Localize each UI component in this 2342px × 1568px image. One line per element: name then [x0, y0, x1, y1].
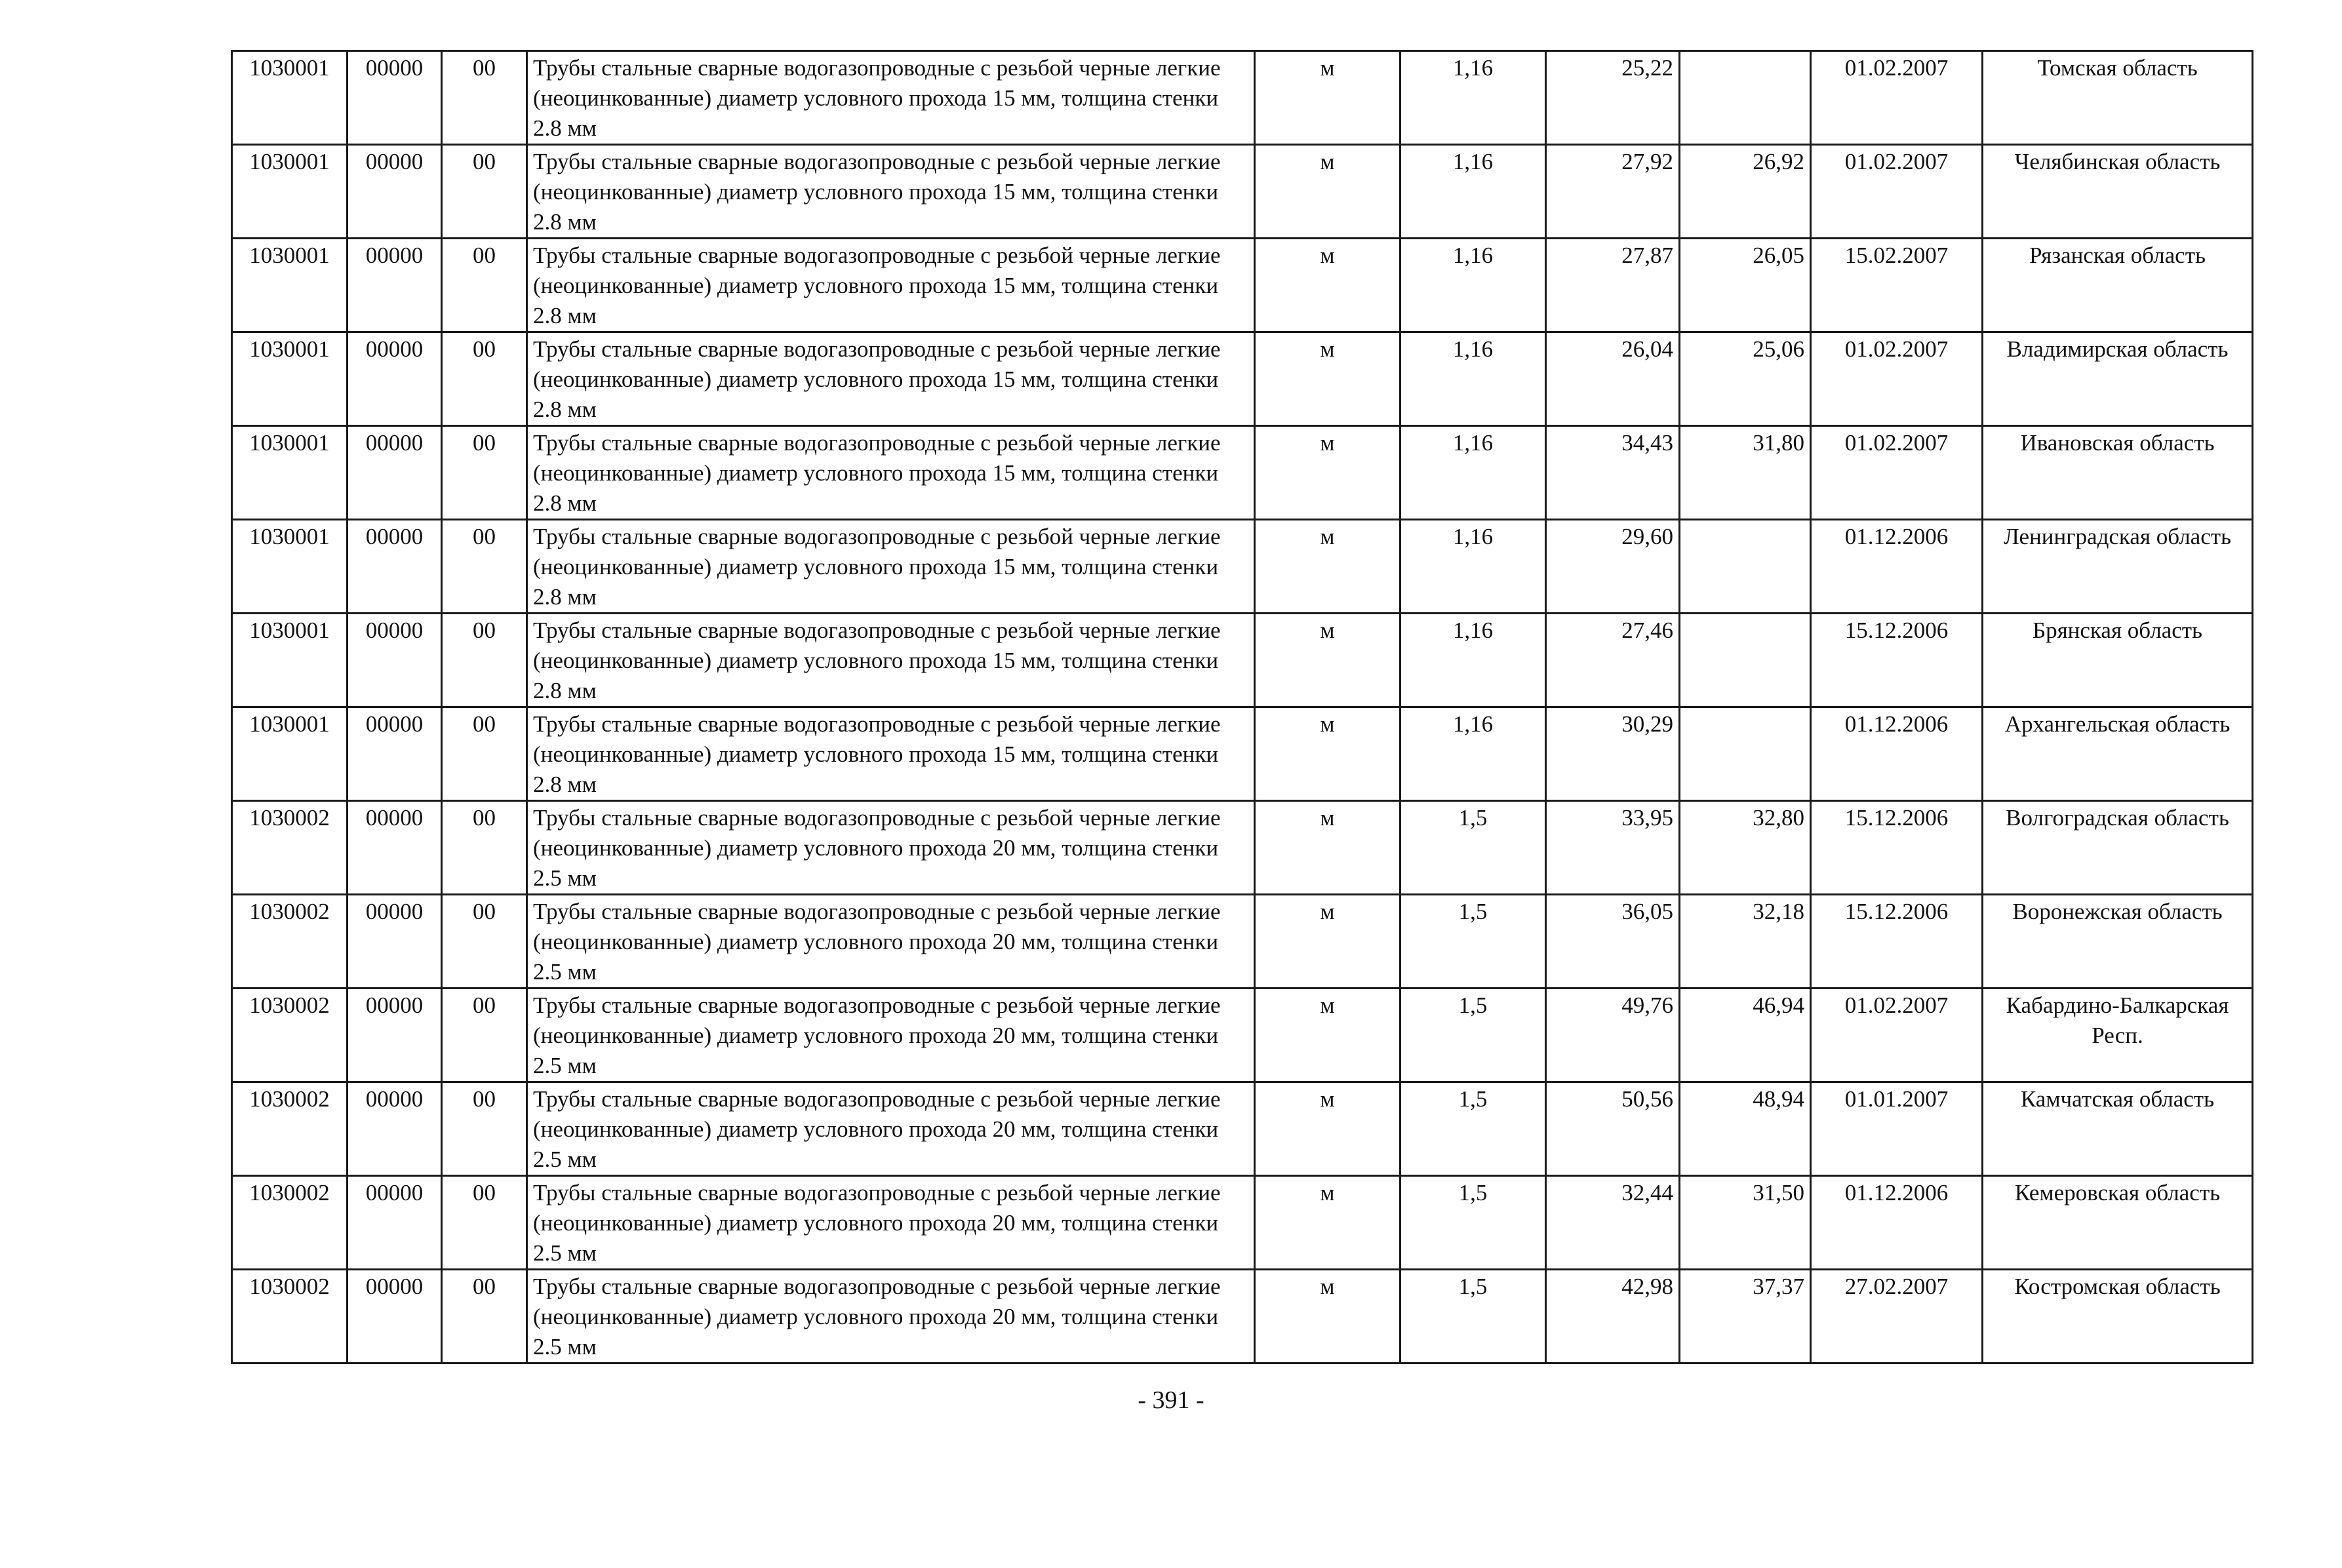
cell-date: 01.01.2007	[1811, 1082, 1983, 1176]
cell-region: Камчатская область	[1983, 1082, 2253, 1176]
cell-description: Трубы стальные сварные водогазопроводные с резьбой черные легкие (неоцинкованные) диаметр условного прохода 15 мм, толщина стенки 2.8 мм	[527, 51, 1255, 145]
cell-date: 01.02.2007	[1811, 989, 1983, 1082]
cell-subcode: 00000	[347, 520, 442, 614]
cell-suffix: 00	[442, 1082, 527, 1176]
cell-subcode: 00000	[347, 1270, 442, 1363]
cell-code: 1030002	[232, 801, 347, 895]
cell-code: 1030001	[232, 520, 347, 614]
cell-date: 01.02.2007	[1811, 145, 1983, 239]
cell-price-1: 26,04	[1546, 332, 1680, 426]
cell-weight: 1,5	[1400, 1270, 1546, 1363]
cell-price-2: 32,80	[1680, 801, 1811, 895]
cell-description: Трубы стальные сварные водогазопроводные с резьбой черные легкие (неоцинкованные) диаметр условного прохода 15 мм, толщина стенки 2.8 мм	[527, 426, 1255, 520]
cell-date: 15.12.2006	[1811, 614, 1983, 707]
cell-subcode: 00000	[347, 895, 442, 989]
cell-code: 1030002	[232, 1270, 347, 1363]
cell-region: Кемеровская область	[1983, 1176, 2253, 1270]
cell-date: 01.12.2006	[1811, 520, 1983, 614]
table-row	[232, 614, 2253, 707]
cell-price-2	[1680, 520, 1811, 614]
cell-code: 1030001	[232, 426, 347, 520]
cell-region: Волгоградская область	[1983, 801, 2253, 895]
cell-description: Трубы стальные сварные водогазопроводные с резьбой черные легкие (неоцинкованные) диаметр условного прохода 20 мм, толщина стенки 2.5 мм	[527, 895, 1255, 989]
cell-unit: м	[1255, 332, 1400, 426]
cell-unit: м	[1255, 801, 1400, 895]
cell-subcode: 00000	[347, 707, 442, 801]
cell-price-2: 46,94	[1680, 989, 1811, 1082]
cell-subcode: 00000	[347, 426, 442, 520]
cell-region: Ленинградская область	[1983, 520, 2253, 614]
cell-unit: м	[1255, 989, 1400, 1082]
cell-suffix: 00	[442, 801, 527, 895]
cell-weight: 1,16	[1400, 51, 1546, 145]
cell-region: Ивановская область	[1983, 426, 2253, 520]
cell-price-2	[1680, 51, 1811, 145]
cell-subcode: 00000	[347, 51, 442, 145]
table-row	[232, 895, 2253, 989]
cell-price-1: 36,05	[1546, 895, 1680, 989]
table-body	[232, 51, 2253, 1363]
cell-suffix: 00	[442, 520, 527, 614]
cell-subcode: 00000	[347, 239, 442, 332]
cell-unit: м	[1255, 1176, 1400, 1270]
price-table-container	[231, 50, 2252, 1364]
cell-suffix: 00	[442, 426, 527, 520]
cell-suffix: 00	[442, 989, 527, 1082]
cell-weight: 1,16	[1400, 145, 1546, 239]
cell-weight: 1,5	[1400, 1176, 1546, 1270]
cell-date: 01.12.2006	[1811, 1176, 1983, 1270]
table-row	[232, 239, 2253, 332]
cell-weight: 1,5	[1400, 801, 1546, 895]
cell-price-2: 48,94	[1680, 1082, 1811, 1176]
cell-code: 1030002	[232, 989, 347, 1082]
cell-unit: м	[1255, 51, 1400, 145]
cell-date: 01.02.2007	[1811, 332, 1983, 426]
cell-unit: м	[1255, 1082, 1400, 1176]
table-row	[232, 1176, 2253, 1270]
cell-price-1: 32,44	[1546, 1176, 1680, 1270]
table-row	[232, 1270, 2253, 1363]
cell-weight: 1,16	[1400, 426, 1546, 520]
cell-code: 1030001	[232, 707, 347, 801]
cell-date: 15.02.2007	[1811, 239, 1983, 332]
table-row	[232, 520, 2253, 614]
cell-unit: м	[1255, 520, 1400, 614]
cell-price-1: 49,76	[1546, 989, 1680, 1082]
cell-price-1: 29,60	[1546, 520, 1680, 614]
cell-price-1: 30,29	[1546, 707, 1680, 801]
cell-suffix: 00	[442, 614, 527, 707]
cell-description: Трубы стальные сварные водогазопроводные с резьбой черные легкие (неоцинкованные) диаметр условного прохода 15 мм, толщина стенки 2.8 мм	[527, 239, 1255, 332]
cell-code: 1030002	[232, 1176, 347, 1270]
cell-subcode: 00000	[347, 614, 442, 707]
cell-unit: м	[1255, 614, 1400, 707]
cell-region: Томская область	[1983, 51, 2253, 145]
cell-suffix: 00	[442, 51, 527, 145]
cell-price-1: 27,46	[1546, 614, 1680, 707]
cell-date: 01.02.2007	[1811, 426, 1983, 520]
cell-subcode: 00000	[347, 1082, 442, 1176]
cell-weight: 1,16	[1400, 520, 1546, 614]
table-row	[232, 426, 2253, 520]
cell-weight: 1,16	[1400, 707, 1546, 801]
cell-price-2: 26,92	[1680, 145, 1811, 239]
cell-code: 1030001	[232, 332, 347, 426]
cell-price-2: 26,05	[1680, 239, 1811, 332]
cell-suffix: 00	[442, 239, 527, 332]
cell-subcode: 00000	[347, 989, 442, 1082]
cell-region: Архангельская область	[1983, 707, 2253, 801]
cell-suffix: 00	[442, 707, 527, 801]
cell-price-1: 34,43	[1546, 426, 1680, 520]
cell-price-2	[1680, 614, 1811, 707]
cell-description: Трубы стальные сварные водогазопроводные с резьбой черные легкие (неоцинкованные) диаметр условного прохода 20 мм, толщина стенки 2.5 мм	[527, 989, 1255, 1082]
page-number: - 391 -	[1138, 1386, 1204, 1414]
cell-code: 1030002	[232, 895, 347, 989]
cell-code: 1030001	[232, 614, 347, 707]
table-row	[232, 989, 2253, 1082]
cell-price-2: 31,80	[1680, 426, 1811, 520]
cell-weight: 1,5	[1400, 989, 1546, 1082]
cell-price-2: 37,37	[1680, 1270, 1811, 1363]
cell-price-2: 32,18	[1680, 895, 1811, 989]
table-row	[232, 51, 2253, 145]
cell-description: Трубы стальные сварные водогазопроводные с резьбой черные легкие (неоцинкованные) диаметр условного прохода 15 мм, толщина стенки 2.8 мм	[527, 332, 1255, 426]
cell-weight: 1,5	[1400, 1082, 1546, 1176]
cell-description: Трубы стальные сварные водогазопроводные с резьбой черные легкие (неоцинкованные) диаметр условного прохода 15 мм, толщина стенки 2.8 мм	[527, 614, 1255, 707]
price-table	[231, 50, 2253, 1364]
cell-description: Трубы стальные сварные водогазопроводные с резьбой черные легкие (неоцинкованные) диаметр условного прохода 15 мм, толщина стенки 2.8 мм	[527, 520, 1255, 614]
cell-price-2: 25,06	[1680, 332, 1811, 426]
table-row	[232, 332, 2253, 426]
cell-code: 1030001	[232, 145, 347, 239]
cell-description: Трубы стальные сварные водогазопроводные с резьбой черные легкие (неоцинкованные) диаметр условного прохода 20 мм, толщина стенки 2.5 мм	[527, 1176, 1255, 1270]
cell-suffix: 00	[442, 1176, 527, 1270]
cell-suffix: 00	[442, 1270, 527, 1363]
cell-code: 1030001	[232, 51, 347, 145]
cell-description: Трубы стальные сварные водогазопроводные с резьбой черные легкие (неоцинкованные) диаметр условного прохода 15 мм, толщина стенки 2.8 мм	[527, 707, 1255, 801]
cell-region: Кабардино-Балкарская Респ.	[1983, 989, 2253, 1082]
cell-weight: 1,16	[1400, 614, 1546, 707]
cell-description: Трубы стальные сварные водогазопроводные с резьбой черные легкие (неоцинкованные) диаметр условного прохода 15 мм, толщина стенки 2.8 мм	[527, 145, 1255, 239]
cell-date: 27.02.2007	[1811, 1270, 1983, 1363]
cell-region: Воронежская область	[1983, 895, 2253, 989]
cell-subcode: 00000	[347, 332, 442, 426]
cell-date: 01.02.2007	[1811, 51, 1983, 145]
cell-unit: м	[1255, 239, 1400, 332]
cell-date: 15.12.2006	[1811, 895, 1983, 989]
cell-unit: м	[1255, 707, 1400, 801]
cell-code: 1030001	[232, 239, 347, 332]
cell-region: Челябинская область	[1983, 145, 2253, 239]
cell-region: Владимирская область	[1983, 332, 2253, 426]
table-row	[232, 1082, 2253, 1176]
cell-unit: м	[1255, 1270, 1400, 1363]
cell-region: Рязанская область	[1983, 239, 2253, 332]
cell-weight: 1,16	[1400, 239, 1546, 332]
cell-price-1: 42,98	[1546, 1270, 1680, 1363]
table-row	[232, 801, 2253, 895]
cell-unit: м	[1255, 145, 1400, 239]
cell-description: Трубы стальные сварные водогазопроводные с резьбой черные легкие (неоцинкованные) диаметр условного прохода 20 мм, толщина стенки 2.5 мм	[527, 1270, 1255, 1363]
cell-price-1: 25,22	[1546, 51, 1680, 145]
cell-code: 1030002	[232, 1082, 347, 1176]
cell-region: Костромская область	[1983, 1270, 2253, 1363]
cell-subcode: 00000	[347, 145, 442, 239]
cell-price-2	[1680, 707, 1811, 801]
cell-date: 15.12.2006	[1811, 801, 1983, 895]
cell-region: Брянская область	[1983, 614, 2253, 707]
cell-subcode: 00000	[347, 801, 442, 895]
cell-date: 01.12.2006	[1811, 707, 1983, 801]
cell-suffix: 00	[442, 332, 527, 426]
cell-price-1: 27,92	[1546, 145, 1680, 239]
cell-description: Трубы стальные сварные водогазопроводные с резьбой черные легкие (неоцинкованные) диаметр условного прохода 20 мм, толщина стенки 2.5 мм	[527, 801, 1255, 895]
cell-weight: 1,16	[1400, 332, 1546, 426]
cell-unit: м	[1255, 895, 1400, 989]
cell-suffix: 00	[442, 145, 527, 239]
cell-price-1: 27,87	[1546, 239, 1680, 332]
cell-weight: 1,5	[1400, 895, 1546, 989]
cell-description: Трубы стальные сварные водогазопроводные с резьбой черные легкие (неоцинкованные) диаметр условного прохода 20 мм, толщина стенки 2.5 мм	[527, 1082, 1255, 1176]
table-row	[232, 707, 2253, 801]
cell-price-2: 31,50	[1680, 1176, 1811, 1270]
cell-price-1: 33,95	[1546, 801, 1680, 895]
cell-price-1: 50,56	[1546, 1082, 1680, 1176]
cell-unit: м	[1255, 426, 1400, 520]
cell-subcode: 00000	[347, 1176, 442, 1270]
cell-suffix: 00	[442, 895, 527, 989]
table-row	[232, 145, 2253, 239]
